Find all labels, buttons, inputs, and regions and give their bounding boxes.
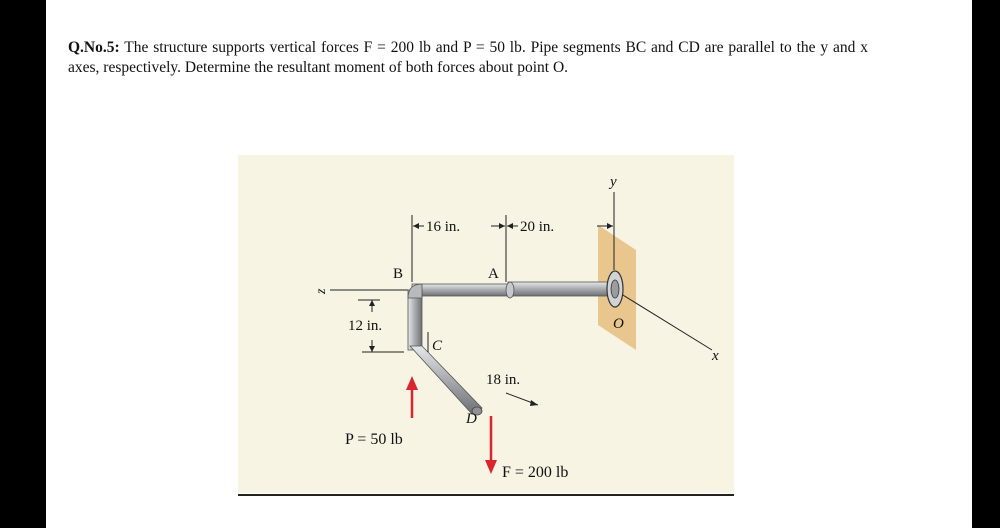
point-c-label: C: [432, 338, 443, 354]
question-label: Q.No.5:: [68, 39, 120, 56]
dim-arrowhead-20-right: [607, 223, 613, 229]
point-b-label: B: [393, 266, 404, 282]
pipe-segment-ao: [508, 282, 612, 296]
dim-18-arrowhead: [530, 400, 538, 406]
dim-arrowhead-16-right: [499, 223, 505, 229]
dim-12-arrowhead-up: [369, 300, 375, 306]
force-p-label: P = 50 lb: [345, 431, 403, 448]
x-axis-label: x: [712, 348, 719, 364]
question-body: The structure supports vertical forces F = 200 lb and P = 50 lb. Pipe segments BC and CD are parallel to the y and x axes, respectively. Determine the resultant moment of both forces about point O.: [68, 39, 868, 76]
pipe-segment-bc: [408, 290, 422, 350]
point-a-label: A: [488, 266, 499, 282]
dim-18-label: 18 in.: [486, 372, 521, 388]
pipe-elbow-b: [408, 284, 422, 298]
force-f-label: F = 200 lb: [502, 464, 569, 481]
point-d-label: D: [466, 411, 477, 427]
dim-16-label: 16 in.: [426, 219, 461, 235]
dim-20-label: 20 in.: [520, 219, 555, 235]
pipe-segment-cd: [410, 346, 482, 414]
force-p-arrowhead: [406, 376, 418, 390]
dim-arrowhead-20-left: [507, 223, 513, 229]
flange-hole-o: [611, 280, 619, 298]
z-axis-label: z: [314, 288, 329, 294]
dim-12-arrowhead-down: [369, 346, 375, 352]
dim-12-label: 12 in.: [348, 318, 383, 334]
pipe-joint-a: [506, 282, 514, 298]
force-f-arrowhead: [485, 460, 497, 474]
dim-arrowhead-16-left: [413, 223, 419, 229]
pipe-segment-ba: [412, 284, 512, 296]
y-axis-label: y: [610, 174, 617, 190]
point-o-label: O: [613, 316, 624, 332]
